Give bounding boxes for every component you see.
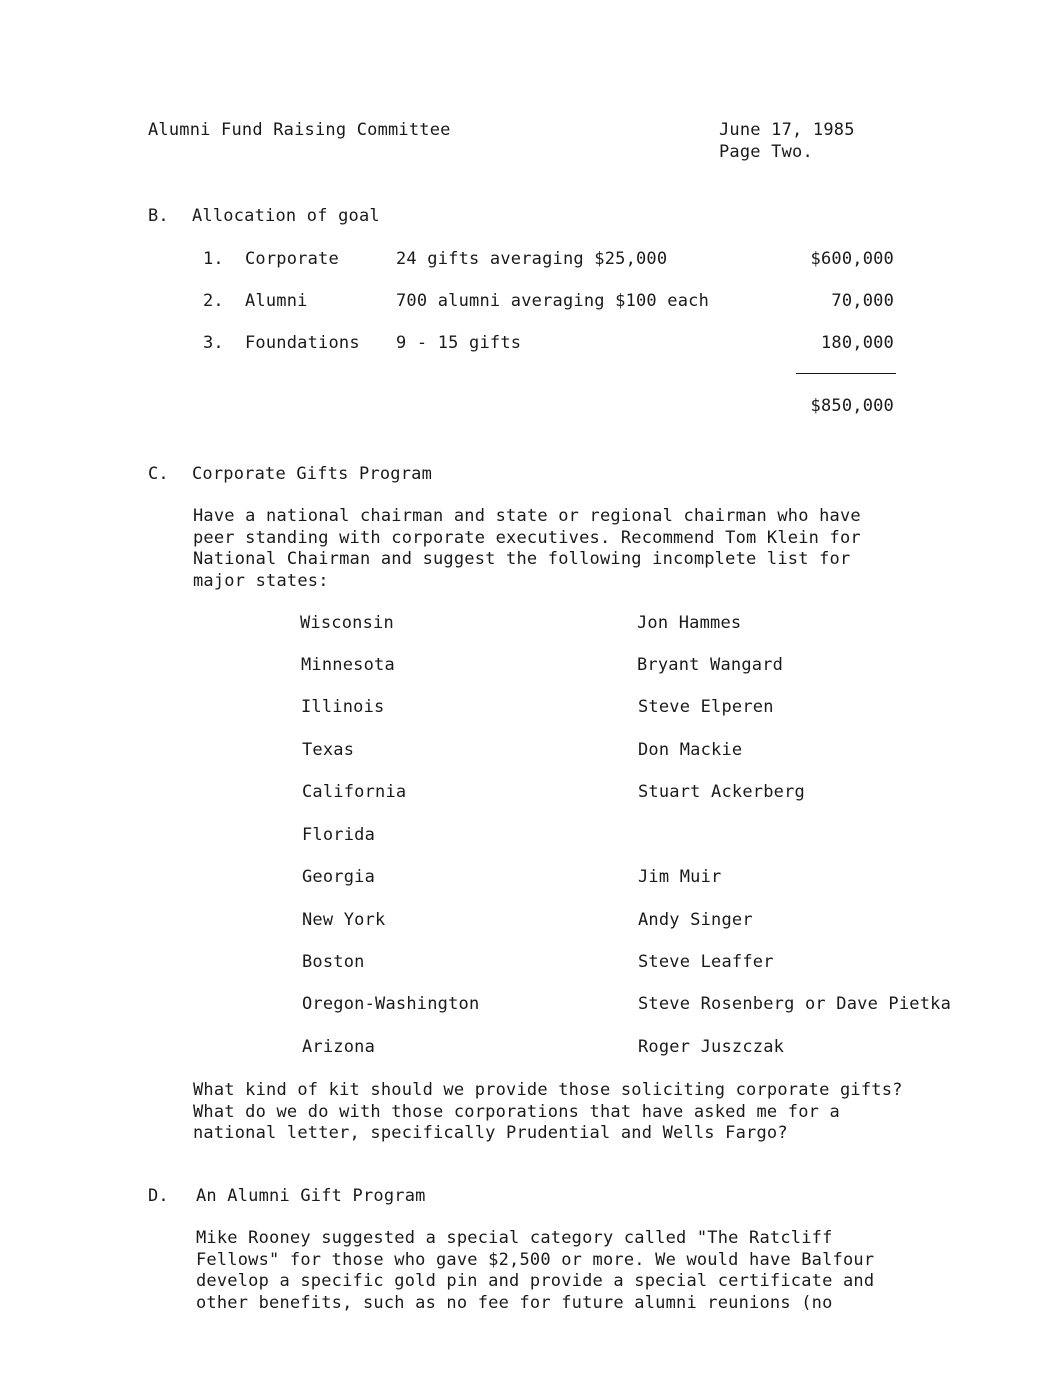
allocation-amount: 180,000 (820, 333, 894, 353)
allocation-total: $850,000 (810, 396, 894, 416)
corporate-program-questions: What kind of kit should we provide those soliciting corporate gifts? What do we do with those corporations that have asked me for a national letter, specifically Prudential and Wells Fargo? (193, 1080, 903, 1143)
chairman-name: Andy Singer (638, 910, 753, 930)
alumni-program-body: Mike Rooney suggested a special category called "The Ratcliff Fellows" for those who gave $2,500 or more. We would have Balfour develop a specific gold pin and provide a special certificate and other benefits, such as no fee for future alumni reunions (no (196, 1228, 875, 1313)
section-b-heading: Allocation of goal (192, 206, 380, 226)
corporate-program-intro: Have a national chairman and state or regional chairman who have peer standing with corporate executives. Recommend Tom Klein for National Chairman and suggest the following incomplete list for major states: (193, 506, 861, 591)
chairman-state: Boston (302, 952, 365, 972)
section-b-marker: B. (148, 206, 169, 226)
chairman-state: Oregon-Washington (302, 994, 480, 1014)
chairman-state: Wisconsin (300, 613, 394, 633)
chairman-state: New York (302, 910, 386, 930)
section-d-marker: D. (148, 1186, 169, 1206)
chairman-name: Jon Hammes (637, 613, 742, 633)
chairman-name: Bryant Wangard (637, 655, 784, 675)
header-date: June 17, 1985 (719, 120, 855, 140)
allocation-amount: $600,000 (810, 249, 894, 269)
allocation-amount: 70,000 (831, 291, 894, 311)
allocation-number: 1. (203, 249, 224, 269)
chairman-state: Arizona (302, 1037, 376, 1057)
chairman-name: Steve Rosenberg or Dave Pietka (638, 994, 952, 1014)
allocation-category: Corporate (245, 249, 339, 269)
chairman-state: Florida (302, 825, 376, 845)
allocation-description: 24 gifts averaging $25,000 (396, 249, 668, 269)
chairman-name: Don Mackie (638, 740, 743, 760)
allocation-category: Foundations (245, 333, 360, 353)
chairman-state: Texas (302, 740, 355, 760)
section-d-heading: An Alumni Gift Program (196, 1186, 426, 1206)
allocation-description: 9 - 15 gifts (396, 333, 522, 353)
chairman-name: Steve Leaffer (638, 952, 774, 972)
chairman-state: Minnesota (301, 655, 395, 675)
chairman-state: California (302, 782, 407, 802)
total-underline (796, 373, 896, 374)
allocation-number: 2. (203, 291, 224, 311)
chairman-name: Roger Juszczak (638, 1037, 785, 1057)
allocation-description: 700 alumni averaging $100 each (396, 291, 710, 311)
section-c-heading: Corporate Gifts Program (192, 464, 433, 484)
chairman-name: Jim Muir (638, 867, 722, 887)
chairman-name: Stuart Ackerberg (638, 782, 805, 802)
header-page-number: Page Two. (719, 142, 813, 162)
chairman-state: Georgia (302, 867, 376, 887)
allocation-category: Alumni (245, 291, 308, 311)
allocation-number: 3. (203, 333, 224, 353)
chairman-name: Steve Elperen (638, 697, 774, 717)
header-organization: Alumni Fund Raising Committee (148, 120, 451, 140)
section-c-marker: C. (148, 464, 169, 484)
chairman-state: Illinois (301, 697, 385, 717)
